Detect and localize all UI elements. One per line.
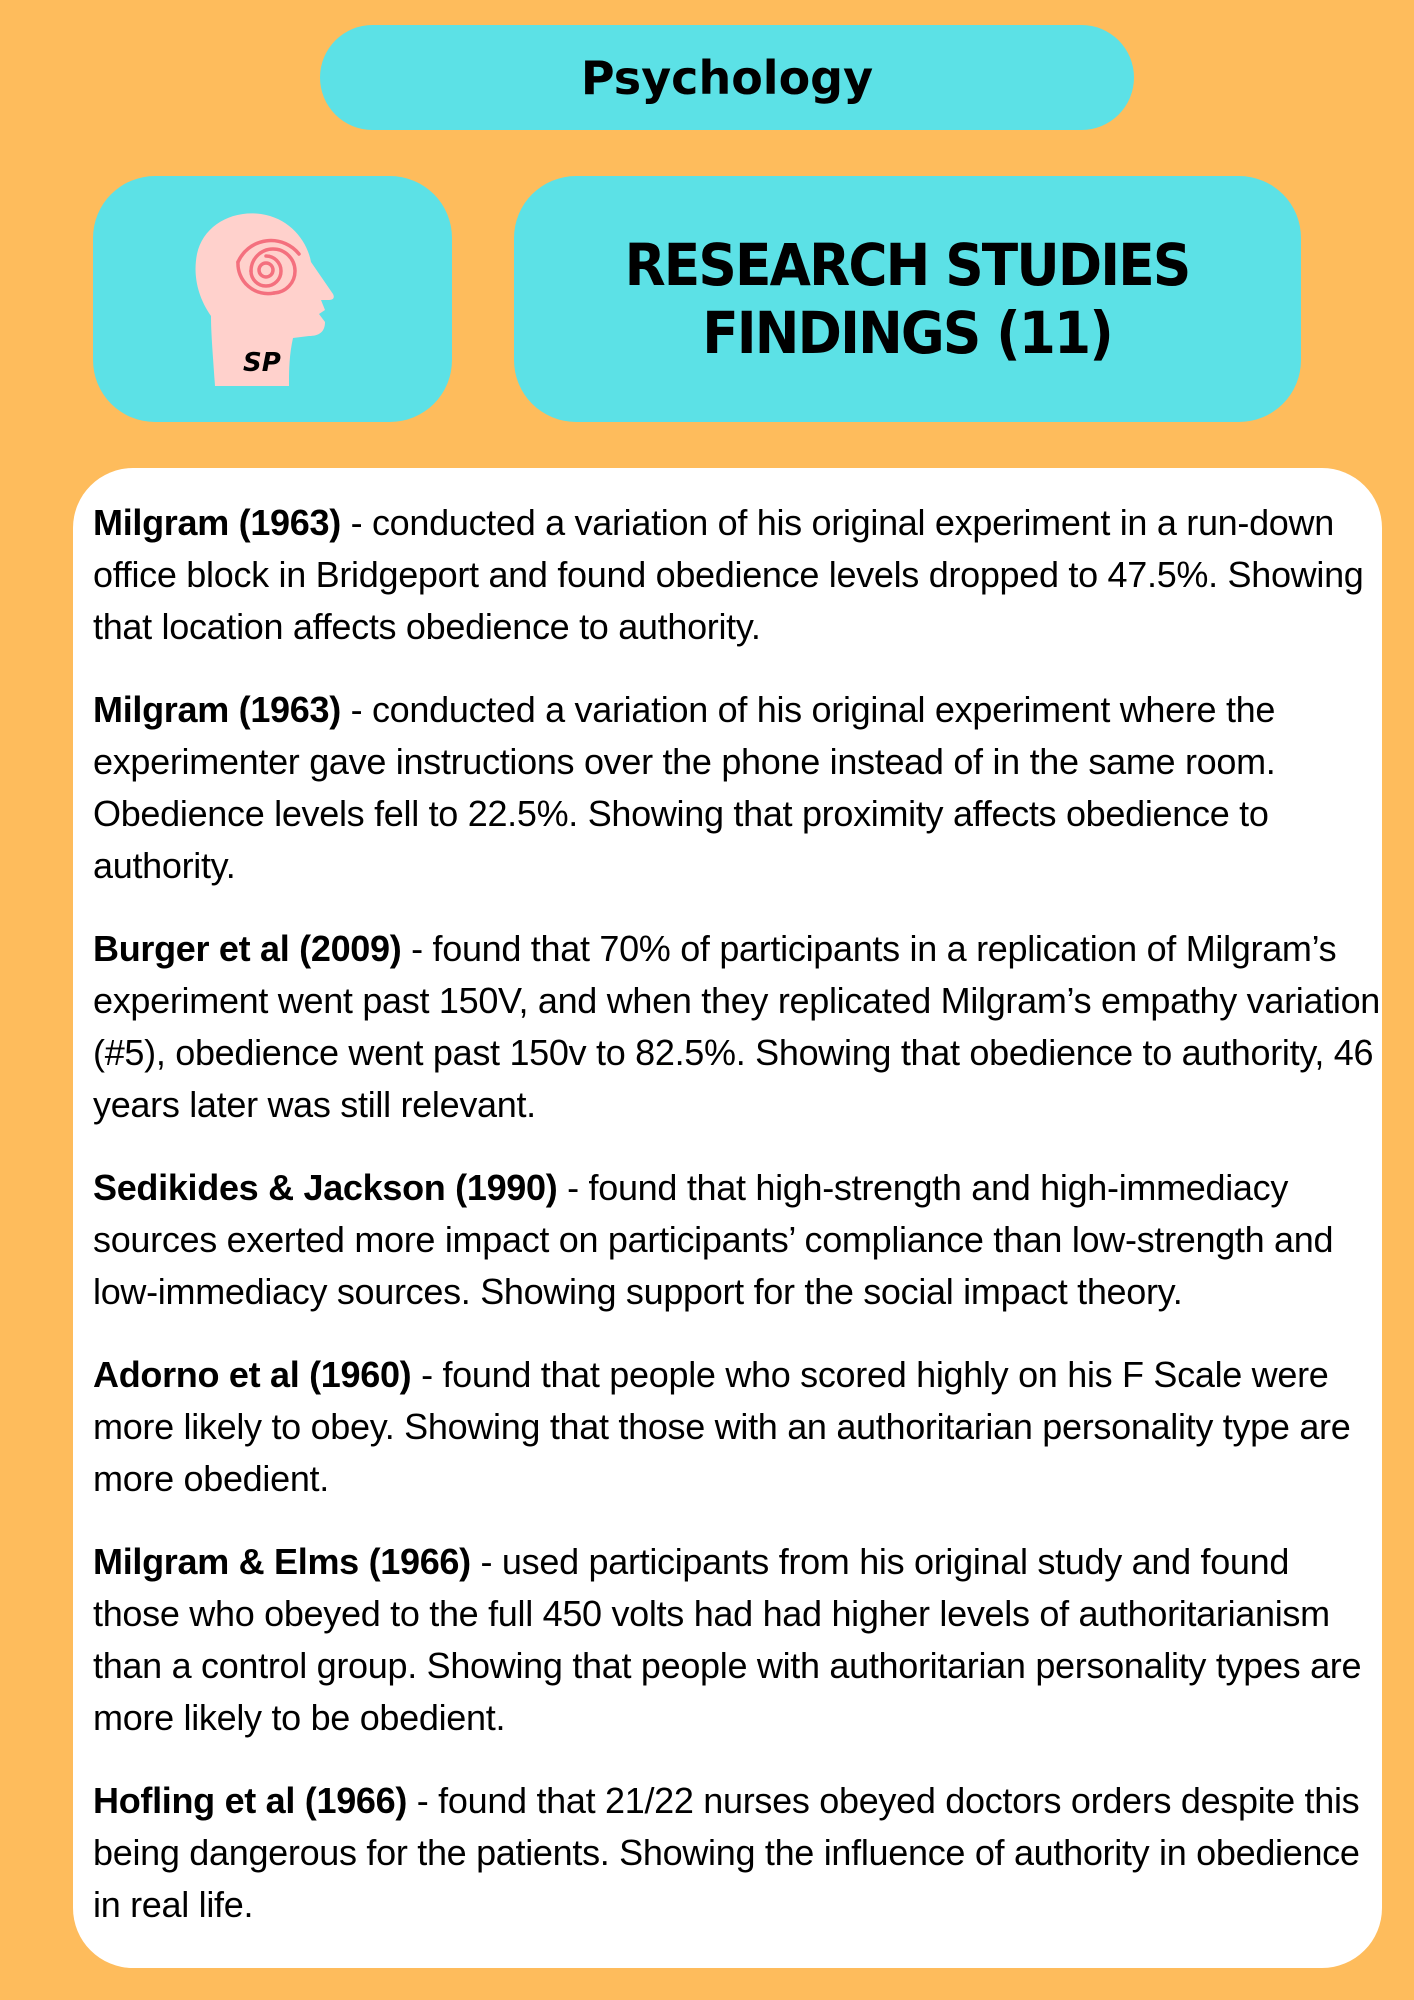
study-name: Milgram & Elms (1966) xyxy=(93,1541,471,1582)
study-text: - found that 70% of participants in a replication of Milgram’s experiment went past 150V, and when they replicated Milgram’s empathy variation (#5), obedience went past 150v to 82.5%. Showing that obedience to authority, 46 years later was still relevant. xyxy=(93,928,1381,1125)
logo-panel xyxy=(93,176,452,422)
study-name: Burger et al (2009) xyxy=(93,928,402,969)
study-entry xyxy=(93,1775,1383,1931)
study-entry xyxy=(93,1162,1383,1318)
study-name: Milgram (1963) xyxy=(93,502,341,543)
study-text: - found that people who scored highly on his F Scale were more likely to obey. Showing that those with an authoritarian personality type are more obedient. xyxy=(93,1354,1351,1499)
head-spiral-icon xyxy=(93,176,452,422)
study-text: - conducted a variation of his original experiment in a run-down office block in Bridgeport and found obedience levels dropped to 47.5%. Showing that location affects obedience to authority. xyxy=(93,502,1364,647)
title-panel xyxy=(514,176,1301,422)
title-line-2: FINDINGS (11) xyxy=(702,299,1113,367)
study-entry xyxy=(93,923,1383,1131)
study-entry xyxy=(93,1536,1383,1744)
page-title xyxy=(625,231,1190,367)
study-entry xyxy=(93,684,1383,892)
study-text: - found that 21/22 nurses obeyed doctors orders despite this being dangerous for the patients. Showing the influence of authority in obedience in real life. xyxy=(93,1780,1360,1925)
logo-initials: SP xyxy=(243,348,281,378)
study-text: - used participants from his original study and found those who obeyed to the full 450 volts had had higher levels of authoritarianism than a control group. Showing that people with authoritarian personality types are more likely to be obedient. xyxy=(93,1541,1362,1738)
studies-list xyxy=(93,497,1383,1962)
study-text: - found that high-strength and high-immediacy sources exerted more impact on participants’ compliance than low-strength and low-immediacy sources. Showing support for the social impact theory. xyxy=(93,1167,1334,1312)
subject-header xyxy=(320,25,1134,130)
study-name: Milgram (1963) xyxy=(93,689,341,730)
title-line-1: RESEARCH STUDIES xyxy=(625,231,1190,299)
study-entry xyxy=(93,497,1383,653)
study-entry xyxy=(93,1349,1383,1505)
study-name: Hofling et al (1966) xyxy=(93,1780,408,1821)
study-name: Adorno et al (1960) xyxy=(93,1354,412,1395)
subject-label: Psychology xyxy=(580,50,874,105)
study-name: Sedikides & Jackson (1990) xyxy=(93,1167,558,1208)
study-text: - conducted a variation of his original experiment where the experimenter gave instructions over the phone instead of in the same room. Obedience levels fell to 22.5%. Showing that proximity affects obedience to authority. xyxy=(93,689,1276,886)
